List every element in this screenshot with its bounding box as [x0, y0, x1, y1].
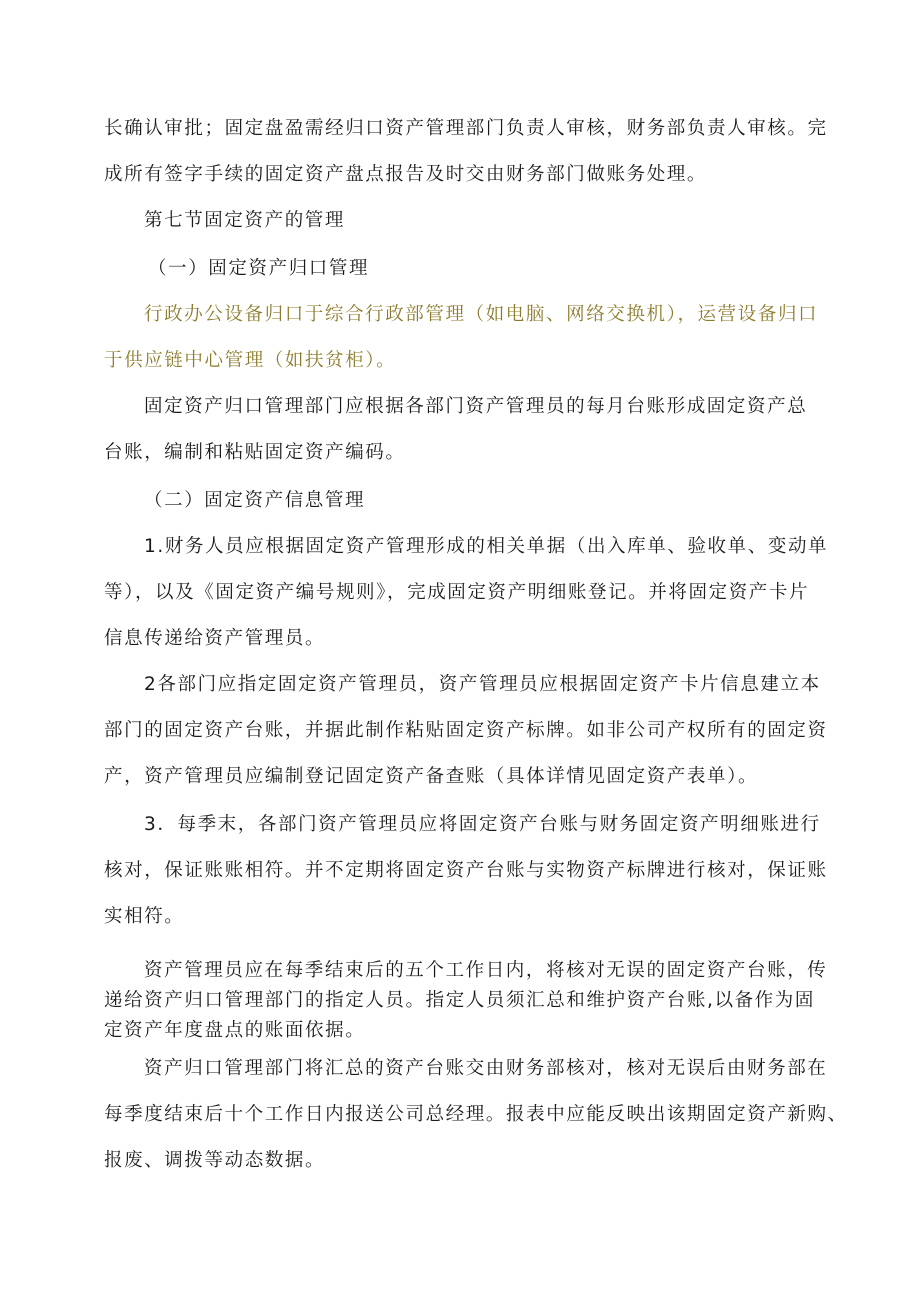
para5-line1: 资产归口管理部门将汇总的资产台账交由财务部核对，核对无误后由财务部在	[144, 1058, 828, 1079]
item2-line2: 部门的固定资产台账，并据此制作粘贴固定资产标牌。如非公司产权所有的固定资	[104, 720, 828, 741]
para1-line1: 长确认审批；固定盘盈需经归口资产管理部门负责人审核，财务部负责人审核。完	[104, 118, 828, 139]
para4-line3: 定资产年度盘点的账面依据。	[104, 1020, 366, 1041]
para2-line1: 行政办公设备归口于综合行政部管理（如电脑、网络交换机），运营设备归口	[144, 304, 819, 325]
item3-line2: 核对，保证账账相符。并不定期将固定资产台账与实物资产标牌进行核对，保证账	[104, 860, 828, 881]
item1-line3: 信息传递给资产管理员。	[104, 628, 326, 649]
para3-line2: 台账，编制和粘贴固定资产编码。	[104, 442, 406, 463]
sub2-title: （二）固定资产信息管理	[144, 490, 366, 511]
para4-line2: 递给资产归口管理部门的指定人员。指定人员须汇总和维护资产台账,以备作为固	[104, 990, 815, 1011]
sub1-title: （一）固定资产归口管理	[148, 258, 370, 279]
section-title: 第七节固定资产的管理	[144, 210, 346, 231]
para2-line2: 于供应链中心管理（如扶贫柜）。	[104, 350, 397, 371]
item1-line1: 1.财务人员应根据固定资产管理形成的相关单据（出入库单、验收单、变动单	[144, 536, 829, 557]
item2-line3: 产，资产管理员应编制登记固定资产备查账（具体详情见固定资产表单）。	[104, 766, 759, 787]
item2-line1: 2各部门应指定固定资产管理员，资产管理员应根据固定资产卡片信息建立本	[144, 674, 821, 695]
item3-line3: 实相符。	[104, 906, 185, 927]
item3-line1: 3．每季末，各部门资产管理员应将固定资产台账与财务固定资产明细账进行	[144, 814, 821, 835]
para5-line3: 报废、调拨等动态数据。	[104, 1150, 326, 1171]
para1-line2: 成所有签字手续的固定资产盘点报告及时交由财务部门做账务处理。	[104, 164, 708, 185]
item1-line2: 等），以及《固定资产编号规则》，完成固定资产明细账登记。并将固定资产卡片	[104, 582, 810, 603]
para5-line2: 每季度结束后十个工作日内报送公司总经理。报表中应能反映出该期固定资产新购、	[104, 1104, 848, 1125]
para3-line1: 固定资产归口管理部门应根据各部门资产管理员的每月台账形成固定资产总	[144, 396, 808, 417]
para4-line1: 资产管理员应在每季结束后的五个工作日内，将核对无误的固定资产台账，传	[144, 960, 828, 981]
